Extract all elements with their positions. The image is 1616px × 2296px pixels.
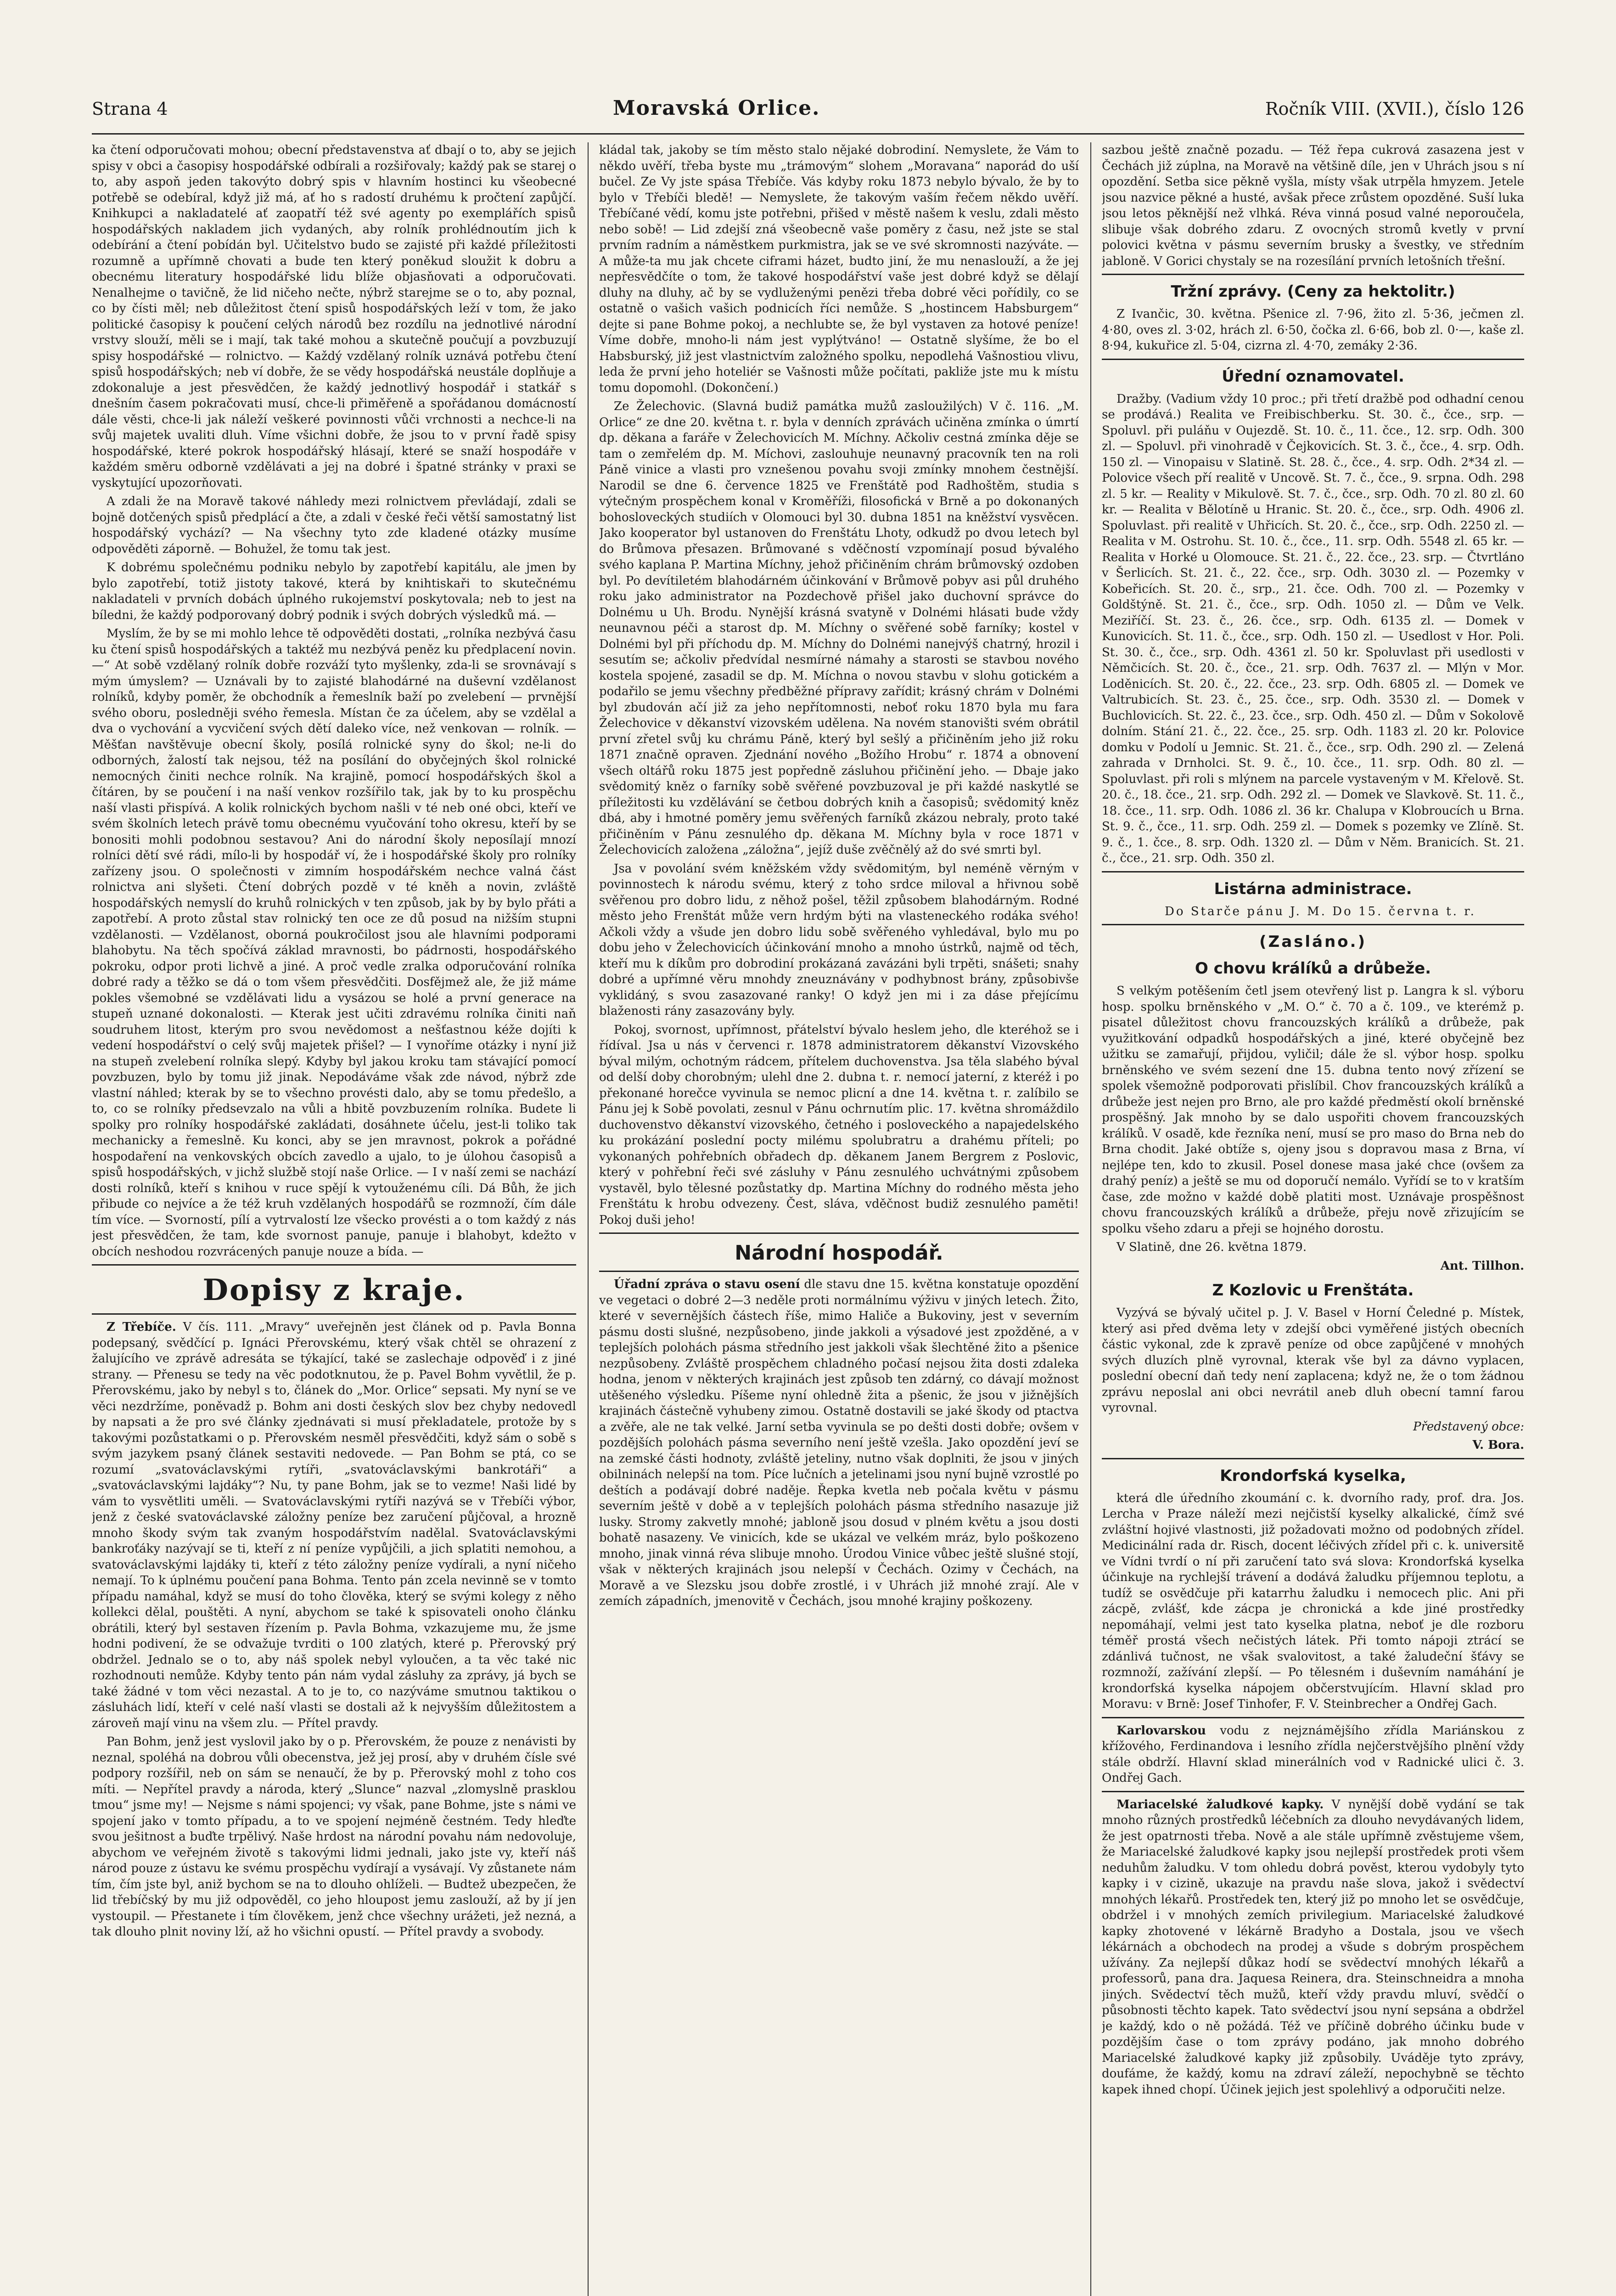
paragraph: kládal tak, jakoby se tím město stalo nějaké dobrodiní. Nemyslete, že Vám to někdo uvěří, třeba byste mu „trámovým“ slohem „Moravana“ naporád do uší bučel. Ze Vy jste spása Třebíče. Vás kdyby roku 1873 nebylo bývalo, že by to bylo v Třebíči bledě! — Nemyslete, že takovým vaším řečem někdo uvěří. Třebíčané vědí, komu jste potřebni, přišed v městě našem k veslu, zdali město nebo sobě! — Lid zdejší zná všeobecně vaše poměry z času, než jste se stal prvním radním a náměstkem purkmistra, jak se ve své skromnosti nazýváte. — A může-ta mu jak chcete ciframi házet, budto jiní, že mu nenaslouží, a že jej nepřesvědčíte o tom, že takové hospodářství vaše jest dobré když se dělají dluhy na dluhy, ač by se vydluženými penězi třeba dobré věci pořídily, co se ostatně o vašich vašich podnicích říci nemůže. S „hostincem Habsburgem“ dejte si pane Bohme pokoj, a nechlubte se, že byl vystaven za hotové peníze! Víme dobře, mnoho-li nám jest vyplýtváno! — Ostatně slyšíme, že bo el Habsburský, již jest vlastnictvím založného spolku, nepodlehá Vašnostiou vlivu, leda že první jeho hoteliér se Vašnosti může počítati, pakliže jste mu k místu tomu dopomohl. (Dokončení.): [599, 143, 1079, 395]
column-rule-1: [588, 142, 589, 2296]
ad-title-mariacelske: Mariacelské žaludkové kapky.: [1117, 1797, 1324, 1812]
section-rule: [1102, 871, 1524, 872]
newspaper-title: Moravská Orlice.: [612, 96, 820, 120]
section-rule: [1102, 1791, 1524, 1792]
section-title-narodni: Národní hospodář.: [735, 1241, 943, 1265]
paragraph: Myslím, že by se mi mohlo lehce tě odpověděti dostati, „rolníka nezbývá času ku čtení spisů hospodářských a taktéž mu nezbývá peněz ku předplacení novin. —“ At sobě vzdělaný rolník dobře rozváží tyto myšlenky, zda-li se srovnávají s mým úmyslem? — Uznávali by to zajisté blahodárné na duševní vzdělanost rolníků, kdyby poměr, že obchodník a řemeslník baží po zvelebení — prvnější svého oboru, posledněji svého řemesla. Místan če za účelem, aby se vzdělal a dva o vychování a vycvičení svých dětí daleko více, než venkovan — rolník. — Měšťan navštěvuje obecní školy, posílá rolnické syny do škol; ne-li do odborných, žalostí tak nejsou, též na posílání do obyčejných škol rolnické nemocných činiti nechce rolník. Na krajině, pomocí hospodářských škol a čítáren, by se poučení i na naší venkov rozšířilo tak, jak by to ku prospěchu naší vlasti přispívá. A kolik rolnických bychom našli v té neb oné obci, kteří ve svém školních letech právě tomu obecnému vyučování toho okresu, kteří by se bonositi mohli podobnou sestavou? Ani do národní školy neposílají mnozí rolníci dětí své rádi, mílo-li by hospodář ví, že i hospodářské školy pro rolníky zařízeny jsou. O společnosti v zimním hospodářském nechce valná část rolnictva ani slyšeti. Čtení dobrých pozdě v té kněh a novin, zvláště hospodářských nemyslí do kruhů rolnických v ten způsob, jak by by bylo přáti a zapotřebí. A proto zůstal stav rolnický ten oce ze dů posud na nižším stupni vzdělanosti. — Vzdělanost, oborná poukročilost jsou ale hlavními podporami blahobytu. Na těch spočívá základ mravnosti, bo pádrnosti, hospodářského pokroku, odpor proti lichvě a jiné. A proč vedle zralka odporučování rolníka dobré rady a těžko se dá o tom všem přesvědčiti. Dosfějmež ale, že již máme pokles všemobné se vzdělávati lidu a vysázou se holé a první generace na stupeň uznané dokonalosti. — Kterak jest učiti zdravému rolníka činiti naň soudruhem litost, kterým pro svou nevědomost a nešťastnou kéže dojíti k vedení hospodářství o celý svůj majetek přišel? — I vynoříme otázky i nyní již na stupeň zvelebení rolníka slepý. Kdyby byl jakou kroku tam stávající pomocí povzbuzen, bylo by tomu již jinak. Nepodáváme však zde návod, nýbrž zde vlastní náhled; kterak by se to všechno provésti dalo, aby se tomu předešlo, a to, co se rolníky předsevzalo na vůli a hbitě povzbuzením rolníka. Budete li spolky pro rolníky hospodářské zakládati, dosáhnete účelu, jest-li toliko tak mechanicky a řemeslně. Ku konci, aby se jen mravnost, pokrok a pořádné hospodaření na venkovských obcích zavedlo a ujalo, to je úlohou časopisů a spisů hospodářských, v jichž službě stojí naše Orlice. — I v naší zemi se nachází dosti rolníků, kteří s knihou v ruce spějí k vytouženému cíli. Dá Bůh, že jich přibude co nejvíce a že též kruh vzdělaných hospodářů se rozmnoží, čím dále tím více. — Svorností, pílí a vytrvalostí lze všecko provésti a o tom každý z nás jest přesvědčen, že tam, kde svornost panuje, panuje i blahobyt, kdežto v obcích neshodou rozvrácených panuje nouze a bída. —: [92, 627, 576, 1259]
dateline-trebic: Z Třebíče.: [107, 1320, 176, 1334]
section-title-kozlovic: Z Kozlovic u Frenštáta.: [1212, 1281, 1414, 1300]
section-rule: [599, 1232, 1079, 1234]
column-2: [599, 142, 1079, 2296]
signature: V. Bora.: [1472, 1438, 1524, 1452]
section-title-uredni: Úřední oznamovatel.: [1222, 367, 1404, 386]
section-title-trzni: Tržní zprávy. (Ceny za hektolitr.): [1171, 282, 1455, 301]
section-title-listarna: Listárna administrace.: [1214, 879, 1412, 898]
header-rule: [92, 133, 1524, 135]
dateline: V Slatině, dne 26. května 1879.: [1117, 1240, 1307, 1254]
section-title-dopisy: Dopisy z kraje.: [202, 1273, 466, 1307]
paragraph: V nynější době vydání se tak mnoho různých prostředků léčebních za dlouho nevydávaných lidem, že jest opatrnosti třeba. Nově a ale stále upřímně zvěstujeme všem, že Mariacelské žaludkové kapky jsou nejlepší prostředek proti všem neduhům žaludku. V tom ohledu dobrá pověst, kterou vydobyly tyto kapky i v cizině, ukazuje na pravdu naše slova, jakož i svědectví mnohých lékařů. Prostředek ten, který již po mnoho let se osvědčuje, obdržel i v mnohých zemích privilegium. Mariacelské žaludkové kapky zhotovené v lékárně Bradyho a Dostala, jsou ve všech lékárnách a obchodech na prodej a všude s dobrým prospěchem užívány. Za nejlepší důkaz hodí se svědectví mnohých lékařů a professorů, pana dra. Jaquesa Reinera, dra. Steinschneidra a mnoha jiných. Svědectví těch mužů, kteří vždy pravdu mluví, svědčí o působnosti těchto kapek. Tato svědectví jsou nyní sepsána a obdržel je každý, kdo o ně požádá. Též ve příčině dobrého účinku bude v pozdějším čase o tom zprávy podáno, jak mnoho dobrého Mariacelské žaludkové kapky již způsobily. Uváděje tyto zprávy, doufáme, že každý, komu na zdraví záleží, nepochybně se těchto kapek ihned chopí. Účinek jejich jest spolehlivý a odporučiti nelze.: [1102, 1797, 1524, 2097]
paragraph: Pokoj, svornost, upřímnost, přátelství bývalo heslem jeho, dle kteréhož se i řídíval. Jsa u nás v červenci r. 1878 administratorem děkanství Vizovského býval milým, ochotným rádcem, přítelem duchovenstva. Jsa těla slabého býval od delší doby chorobným; ulehl dne 2. dubna t. r. nemocí jaterní, z kteréž i po překonané horečce vyvinula se nemoc plicní a dne 14. května t. r. zalíbilo se Pánu jej k Sobě povolati, zesnul v Pánu ochrnutím plic. 17. května shromáždilo duchovenstvo děkanství vizovského, četného i posloveckého a napajedelského ku prokázání poslední pocty milému spolubratru a drahému příteli; po vykonaných pohřebních obřadech dp. děkanem Janem Bergrem z Poslovic, který v pohřební řeči své zásluhy v Pánu zesnulého uchvátnými způsobem vystavěl, bylo tělesné pozůstatky dp. Martina Míchny do rodného města jeho Frenštátu k hrobu odvezeny. Čest, sláva, vděčnost budiž zesnulého paměti! Pokoj duši jeho!: [599, 1023, 1079, 1227]
section-rule: [599, 1271, 1079, 1272]
section-rule: [1102, 924, 1524, 925]
paragraph: A zdali že na Moravě takové náhledy mezi rolnictvem převládají, zdali se bojně dotčených spisů předplácí a čte, a zdali v české řeči větší samostatný list hospodářský vychází? — Na všechny tyto zde kladené otázky musíme odpověděti záporně. — Bohužel, že tomu tak jest.: [92, 495, 576, 556]
paragraph: Vyzývá se bývalý učitel p. J. V. Basel v Horní Čeledné p. Místek, který asi před dvěma lety v zdejší obci vyměřené jistých obecních částic vykonal, zde k zpravě peníze od obce zapůjčené v mnohých svých dluzích plně vyrovnal, kterak vše byl za dávno vyplacen, poslední obecní daň tedy není zaplacena; když ne, že o tom žádnou zprávu neposlal ani obci nevrátil aneb dluh obecní tamní farou vyrovnal.: [1102, 1306, 1524, 1415]
uradni-heading: Úřadní zpráva o stavu osení: [614, 1277, 800, 1291]
paragraph: S velkým potěšením četl jsem otevřený list p. Langra k sl. výboru hosp. spolku brněnského v „M. O.“ č. 70 a č. 109., ve kterémž p. pisatel důležitost chovu francouzských králíků a drůbeže, pak využitkování odpadků hospodářských a jiné, které obyčejně bez užitku se zamařují, přijdou, vyličil; dále že sl. výbor hosp. spolku brněnského ve svém sezení dne 15. dubna tento nový zřízení se spolek všemožně podporovati přislíbil. Chov francouzských králíků a drůbeže jest nejen pro Brno, ale pro každé předměstí okolí brněnské prospěšný. Jak mnoho by se dalo uspořiti chovem francouzských králíků. V osadě, kde řezníka není, musí se pro maso do Brna neb do Brna chodit. Jaké obtíže s, ojeny jsou s dopravou masa z Brna, ví nejlépe ten, kdo to zkusil. Posel donese masa jaké chce (ovšem za drahý peníz) a ještě se mu od doporučí nemálo. Vyřídí se to v kratším čase, zde možno v každé době platiti most. Uznávaje prospěšnost chovu francouzských králíků a drůbeže, přeju nově zřizujícím se spolku všeho zdaru a přeji se hojného dorostu.: [1102, 984, 1524, 1236]
paragraph: vodu z nejznámějšího zřídla Mariánskou z křížového, Ferdinandova i lesního zřídla nejčerstvějšího plnění vždy stále obdrží. Hlavní sklad minerálních vod v Radnické ulici č. 3. Ondřej Gach.: [1102, 1723, 1524, 1785]
ad-title-kyselka: Krondorfská kyselka,: [1220, 1466, 1406, 1485]
column-1: [92, 142, 576, 2296]
section-rule: [1102, 274, 1524, 275]
signature: Ant. Tillhon.: [1440, 1259, 1524, 1273]
paragraph: Ze Želechovic. (Slavná budiž památka mužů zasloužilých) V č. 116. „M. Orlice“ ze dne 20. května t. r. byla v denních zprávách učiněna zmínka o úmrtí dp. děkana a faráře v Želechovicích M. Míchny. Ačkoliv cestná zmínka děje se tam o zemřelém dp. M. Míchovi, zaslouhuje neunavný pracovník ten na roli Páně vinice a vlasti pro vznešenou povahu svoji zmínky mnohem čestnější. Narodil se dne 6. července 1825 ve Frenštátě pod Radhoštěm, studia s výtečným prospěchem konal v Kroměříži, filosofická v Brně a po dokonaných bohosloveckých studiích v Olomouci byl 30. dubna 1851 na kněžství vysvěcen. Jako kooperator byl ustanoven do Frenštátu Lhoty, odkudž po dvou letech byl do Brůmova přesazen. Brůmované s vděčností vzpomínají posud bývalého svého kaplana P. Martina Míchny, jehož přičiněním chrám brůmovský ozdoben byl. Po devítiletém blahodárném účinkování v Brůmově pobyv asi půl druhého roku jako administrator na Pozdechově přišel jako duchovní správce do Dolnému u Uh. Brodu. Nynější krásná svatyně v Dolnémi hlásati bude vždy neunavnou péči a starost dp. M. Míchny o svěřené sobě farníky; kostel v Dolnémi byl při příchodu dp. M. Míchny do Dolnémi nanejvýš chatrný, hrozil i sesutím se; ačkoliv předvídal nesmírné námahy a starosti se stavbou nového kostela spojené, zasadil se dp. M. Míchna o novou stavbu v slohu gotickém a podařilo se jemu všechny předběžné přípravy zařídit; krásný chrám v Dolnémi byl zbudován ačí již za jeho nepřítomnosti, neboť roku 1870 byla mu fara Želechovice v děkanství vizovském udělena. Na novém stanovišti svém obrátil první zřetel svůj ku chrámu Páně, který byl sešlý a přičiněním jeho již roku 1871 značně opraven. Zjednání nového „Božího Hrobu“ r. 1874 a obnovení všech oltářů roku 1875 jest popředně zásluhou přičinění jeho. — Dbaje jako svědomitý kněz o farníky sobě svěřené povzbuzoval je při každé naskytlé se příležitosti ku vzdělávání se četbou dobrých knih a časopisů; svědomitý kněz dbá, aby i hmotné poměry jemu svěřených farníků zkázou nebraly, proto také přičiněním v Pánu zesnulého dp. děkana M. Míchny byla v roce 1871 v Želechovicích založena „záložna“, jejíž duše zvěčnělý až do své smrti byl.: [599, 400, 1079, 857]
signature-intro: Představený obce:: [1413, 1419, 1524, 1434]
paragraph: dle stavu dne 15. května konstatuje opozdění ve vegetaci o dobré 2—3 neděle proti normálnímu výživu v jiných letech. Žito, které v severnějších částech říše, mimo Haliče a Bukoviny, jest v severním pásmu dosti slušné, nezpůsobeno, jinde jakkoli a výsadové jest zpožděné, a v teplejších polohách pásma středního jest jakkoli však šlechtěné žito a pšenice nezpůsobeny. Zvláště prospěchem chladného počasí nejsou žita dosti zdaleka hodna, jenom v některých krajinách jest způsob ten zdárný, co dávají možnost utěšeného výsledku. Píšeme nyní ohledně žita a pšenic, že jsou v jižnějších krajinách částečně vyhubeny zimou. Ostatně dostavili se jaké škody od ptactva a zvěře, ale ne tak velké. Jarní setba vyvinula se po dešti dosti dobře; ovšem v pozdějších polohách pásma severního není ještě vzešla. Jako opozdění jeví se na zemské části hodnoty, zvláště jeteliny, nutno však doplniti, že jsou v jiných obilninách nelepší na tom. Píce lučních a jetelinami jsou nyní bujně vzrostlé po deštích a podávají dobré naděje. Řepka kvetla neb počala květu v pásmu severním ještě v době a v teplejších polohách pásma středního nasazuje již lusky. Stromy zakvetly mnohé; jabloně jsou dosud v plném květu a jsou dosti bohatě nasazeny. Ve vinicích, kde se ukázal ve velkém mráz, bylo poškozeno mnoho, jinak vinná réva slibuje mnoho. Úrodou Vinice vůbec ještě slušné stojí, však v některých krajinách jsou nelepší v Čechách. Ozimy v Čechách, na Moravě a ve Slezsku jsou dobře zrostlé, i v Uhrách již mnohé zrají. Ale v zemích západních, jmenovitě v Čechách, jsou mnohé krajiny poškozeny.: [599, 1277, 1079, 1608]
paragraph: Jsa v povolání svém kněžském vždy svědomitým, byl neméně věrným v povinnostech k národu svému, který z toho srdce miloval a hřivnou sobě svěřenou pro dobro lidu, z něhož pošel, těžil způsobem blahodárným. Rodné město jeho Frenštát může vern hrdým býti na vlasteneckého rodáka svého! Ačkoli vždy a všude jen dobro lidu sobě svěřeného vyhledával, bylo mu po dobu jeho v Želechovicích účinkování mnoho a mnoho ústrků, najmě od těch, kteří mu k díkům pro dobrodiní prokázaná zavázáni byli trpěti, snášeti; snahy dobré a upřímné věru mnohdy zneuznávány v podhybnost brány, způsobivše vyklidáný, s svou zasazované ranky! O když jen mi i za dáse přejícímu blaženosti rány zasazovány byly.: [599, 861, 1079, 1018]
section-rule: [92, 1313, 576, 1315]
ad-title-karlovarsko: Karlovarskou: [1117, 1723, 1206, 1738]
column-rule-2: [1090, 142, 1091, 2296]
paragraph: K dobrému společnému podniku nebylo by zapotřebí kapitálu, ale jmen by bylo zapotřebí, totiž jistoty takové, která by knihtiskaři to skutečnému nakladateli v prvních dobách úplného rukojemství poskytovala; neb to jest na bíledni, že každý podporovaný dobrý podnik i svých dobrých výsledků má. —: [92, 561, 576, 622]
page-header: [92, 96, 1524, 129]
paragraph: která dle úředního zkoumání c. k. dvorního rady, prof. dra. Jos. Lercha v Praze náleží mezi nejčistší kyselky alkalické, čímž své zvláštní hojivé vlastnosti, již požadovati možno od podobných zřídel. Medicinální rada dr. Risch, docent léčivých zřídel při c. k. universitě ve Vídni tvrdí o ní při zaručení tato svá slova: Krondorfská kyselka účinkuje na rychlejší trávení a dodává žaludku příjemnou teplotu, a tudíž se osvědčuje při katarrhu žaludku i nemocech plic. Ani při zácpě, zvlášť, kde zácpa je chronická a kde jiné prostředky nepomáhají, velmi jest tato kyselka platna, neboť je dle rozboru téměř prostá všech nečistých látek. Při tomto nápoji ztrácí se zdánlivá tučnost, ne však svalovitost, a také žaludeční šťávy se rozmnoží, zažívání zlepší. — Po tělesném i duševním namáhání je krondorfská kyselka nápojem občerstvujícím. Hlavní sklad pro Moravu: v Brně: Josef Tinhofer, F. V. Steinbrecher a Ondřej Gach.: [1102, 1491, 1524, 1711]
paragraph: Z Ivančic, 30. května. Pšenice zl. 7·96, žito zl. 5·36, ječmen zl. 4·80, oves zl. 3·02, hrách zl. 6·50, čočka zl. 6·66, bob zl. 0·—, kaše zl. 8·94, kukuřice zl. 5·04, cizrna zl. 4·70, zemáky 2·36.: [1102, 307, 1524, 353]
paragraph: ka čtení odporučovati mohou; obecní představenstva ať dbají o to, aby se jejich spisy v obci a časopisy hospodářské odbírali a rozšiřovaly; každý pak se starej o to, aby aspoň jeden takovýto dobrý spis v hlavním hostinci ku všeobecné potřebě se odebíral, když již má, ať ho s radostí druhému k pročtení zapůjčí. Knihkupci a nakladatelé ať zaopatří též své agenty po exemplářích spisů hospodářských nakladem jich vydaných, aby rolník prohlédnoutím jich k odebírání a čtení pobídán byl. Učitelstvo budo se zajisté při každé příležitosti rozumně a upřímně chovati a bude ten který poněkud sloužit k dobru a obecnému literatury hospodářské lidu blíže objasňovati a odporučovati. Nenalhejme o tavičně, že lid ničeho nečte, nýbrž starejme se o to, aby poznal, co by čísti měl; neb důležitost čtení spisů hospodářských leží v tom, že jako politické časopisy k poučení celých národů bez rozdílu na jednotlivé národní vrstvy slouží, měli se i mají, tak také mohou a skutečně poučují a povzbuzují spisy hospodářské — rolnictvo. — Každý vzdělaný rolník uznává potřebu čtení spisů hospodářských; neb ví dobře, že se vědy hospodářská neustále doplňuje a zdokonaluje a jest přesvědčen, že každý jednotlivý hospodář i statkář s dnešním časem pokračovati musí, chce-li přiměřeně a spořádanou domácností dále věsti, chce-li jak náleží veškeré povinnosti vůči vrchnosti a nechce-li na svůj majetek uvaliti dluh. Víme všichni dobře, že jsou to v první řadě spisy hospodářské, které pokrok hospodářský hlásají, které se snaží hospodáře v každém směru odborně vzdělávati a jej na dobré i špatné stránky v praxi se vyskytující upozorňovati.: [92, 143, 576, 490]
section-rule: [1102, 1717, 1524, 1718]
paragraph: sazbou ještě značně pozadu. — Též řepa cukrová zasazena jest v Čechách již zúplna, na Moravě na většině díle, jen v Uhrách jsou s ní opozdění. Setba sice pěkně vyšla, místy však utrpěla hmyzem. Jetele jsou nazvice pěkné a husté, avšak přece zrůstem opozděné. Suší luka jsou letos pěknější než vlhká. Réva vinná posud valné neporoučela, slibuje však dobrého zdaru. Z ovocných stromů kvetly v první polovici května v pásmu severním brusky a švestky, ve středním jabloně. V Gorici chystaly se na rozesílání prvních letošních třešní.: [1102, 143, 1524, 268]
section-rule: [1102, 359, 1524, 360]
paragraph: Dražby. (Vadium vždy 10 proc.; při třetí dražbě pod odhadní cenou se prodává.) Realita ve Freibischberku. St. 30. č., čce., srp. — Spoluvl. při puláňu v Oujezdě. St. 10. č., 11. čce., 12. srp. Odh. 300 zl. — Spoluvl. při vinohradě v Čejkovicích. St. 3. č., čce., 4. srp. Odh. 150 zl. — Vinopaisu v Slatině. St. 28. č., čce., 4. srp. Odh. 2*34 zl. — Polovice všech pří realitě v Uncově. St. 7. č., čce., 9. srpna. Odh. 298 zl. 5 kr. — Reality v Mikulově. St. 7. č., čce., srp. Odh. 70 zl. 80 zl. 60 kr. — Realita v Bělotíně u Hranic. St. 20. č., čce., srp. Odh. 4906 zl. Spoluvlast. při realitě v Uhřicích. St. 20. č., čce., srp. Odh. 2250 zl. — Realita v M. Ostrohu. St. 10. č., čce., 11. srp. Odh. 5548 zl. 65 kr. — Realita v Horké u Olomouce. St. 21. č., 22. čce., 23. srp. — Čtvrtláno v Šerlicích. St. 21. č., 22. čce., srp. Odh. 3030 zl. — Pozemky v Kobeřicích. St. 20. č., srp., 21. čce. Odh. 700 zl. — Pozemky v Goldštýně. St. 21. č., čce., srp. Odh. 1050 zl. — Dům ve Velk. Meziříčí. St. 23. č., 26. čce., srp. Odh. 6135 zl. — Domek v Kunovicích. St. 11. č., čce., srp. Odh. 150 zl. — Usedlost v Hor. Poli. St. 30. č., čce., srp. Odh. 4361 zl. 50 kr. Spoluvlast při usedlosti v Němčicích. St. 20. č., čce., 21. srp. Odh. 7637 zl. — Mlýn v Mor. Loděnicích. St. 20. č., 22. čce., 23. srp. Odh. 6805 zl. — Domek ve Valtrubicích. St. 23. č., 25. čce., srp. Odh. 3530 zl. — Domek v Buchlovicích. St. 22. č., 23. čce., srp. Odh. 450 zl. — Dům v Sokolově dolním. Stání 21. č., 22. čce., 25. srp. Odh. 1183 zl. 20 kr. Polovice domku v Podolí u Jemnic. St. 21. č., čce., srp. Odh. 290 zl. — Zelená zahrada v Drnholci. St. 9. č., 10. čce., 11. srp. Odh. 80 zl. — Spoluvlast. při roli s mlýnem na parcele vystaveným v M. Křelově. St. 20. č., 18. čce., 21. srp. Odh. 292 zl. — Domek ve Slavkově. St. 11. č., 18. čce., 11. srp. Odh. 1086 zl. 36 kr. Chalupa v Klobroucích u Brna. St. 9. č., čce., 11. srp. Odh. 259 zl. — Domek s pozemky ve Zlíně. St. 9. č., 1. čce., 8. srp. Odh. 1320 zl. — Dům v Něm. Branicích. St. 21. č., čce., 21. srp. Odh. 350 zl.: [1102, 392, 1524, 865]
column-3: [1102, 142, 1524, 2296]
page-number: Strana 4: [92, 99, 168, 119]
section-rule: [92, 1264, 576, 1266]
paragraph: Do Starče pánu J. M. Do 15. června t. r.: [1165, 904, 1476, 918]
issue-number: Ročník VIII. (XVII.), číslo 126: [1265, 99, 1524, 119]
paragraph: V čís. 111. „Mravy“ uveřejněn jest článek od p. Pavla Bonna podepsaný, svědčící p. Ignáci Přerovskému, který však chtěl se ohrazení z žalujícího ve zprávě adresáta se týkající, také se zaslechaje odpověď i z jiné strany. — Přenesu se tedy na věc podotknutou, že p. Pavel Bohm vyvětlil, že p. Přerovskému, jako by nebyl s to, článek do „Mor. Orlice“ sepsati. My nyní se ve věci nezdržíme, poněvadž p. Bohm ani dosti českých slov bez chyby nedovedl by napsati a že pro své články zjednávati si musí překladatele, protože by s takovými pozůstatkami o p. Přerovském nesměl přesvědčiti, když sám o sobě s svým jazykem psaný článek sestaviti nedovede. — Pan Bohm se ptá, co se rozumí „svatováclavskými rytíři, „svatováclavskými bankrotáři“ a „svatováclavskými lajdáky“? Nu, ty pane Bohm, jak se to vezme! Naši lidé by vám to vysvětliti uměli. — Svatováclavskými rytíři nazývá se v Třebíči výbor, jenž z české svatováclavské záložny peníze bez zaručení půjčoval, a hrozně mnoho škody svým tak zvaným hospodářstvím nadělal. Svatováclavskými bankroťáky nazývají se ti, kteří z ní peníze vypůjčili, a jich splatiti nemohou, a svatováclavskými lajdáky ti, kteří z této záložny peníze vydírali, a nyní ničeho nemají. To k úplnému poučení pana Bohma. Tento pán zcela nevinně se v tomto případu namáhal, když se musí do toho člověka, který se svými kolegy z něho kollekci dělal, pouštěti. A nyní, abychom se také k spisovateli onoho článku obrátili, který byl sestaven řízením p. Pavla Bohma, vzkazujeme mu, že jsme hodni podivení, že se odvažuje tvrditi o 100 zlatých, které p. Přerovský prý obdržel. Jednalo se o to, aby náš spolek nebyl vyloučen, a ta věc také nic rozhodnouti nemůže. Kdyby tento pán nám vydal zásluhy za zprávy, já bych se také žádné v tom věci nezastal. A to je to, co nazýváme smutnou taktikou o zásluhách lidí, kteří v celé naší vlasti se dostali až k nejvyšším důležitostem a zároveň mají vinu na všem zlu. — Přítel pravdy.: [92, 1320, 576, 1730]
paragraph: Pan Bohm, jenž jest vyslovil jako by o p. Přerovském, že pouze z nenávisti by neznal, spoléhá na dobrou vůli obecenstva, jež jej prosí, aby v druhém čísle své podpory rozšířil, neb on sám se nenaučí, že by p. Přerovský mohl z toho cos míti. — Nepřítel pravdy a národa, který „Slunce“ nazval „zlomyslně prasklou tmou“ jsme my! — Nejsme s námi spojenci; vy však, pane Bohme, jste s námi ve spojení jako v tomto případu, a to ve spojení nejméně čestném. Tedy hleďte svou ješitnost a buďte trpělivý. Naše hrdost na národní povahu nám nedovoluje, abychom ve veřejném životě s takovými lidmi jednali, jako jste vy, kteří náš národ pouze z ústavu ke svému prospěchu vydírají a vysávají. Vy zůstanete nám tím, čím jste byl, aniž bychom se na to dlouho ohlíželi. — Budtež ubezpečen, že lid třebíčský by mu již odpověděl, co jeho hloupost jemu zaslouží, až by jí jen vystoupil. — Přestanete i tím člověkem, jenž chce všechny urážeti, jež nezná, a tak dlouho plnit noviny lží, až ho všichni opustí. — Přítel pravdy a svobody.: [92, 1735, 576, 1939]
section-rule: [1102, 1458, 1524, 1459]
section-title-kraliky: O chovu králíků a drůbeže.: [1195, 959, 1431, 978]
zaslano-label: (Zasláno.): [1259, 933, 1367, 951]
